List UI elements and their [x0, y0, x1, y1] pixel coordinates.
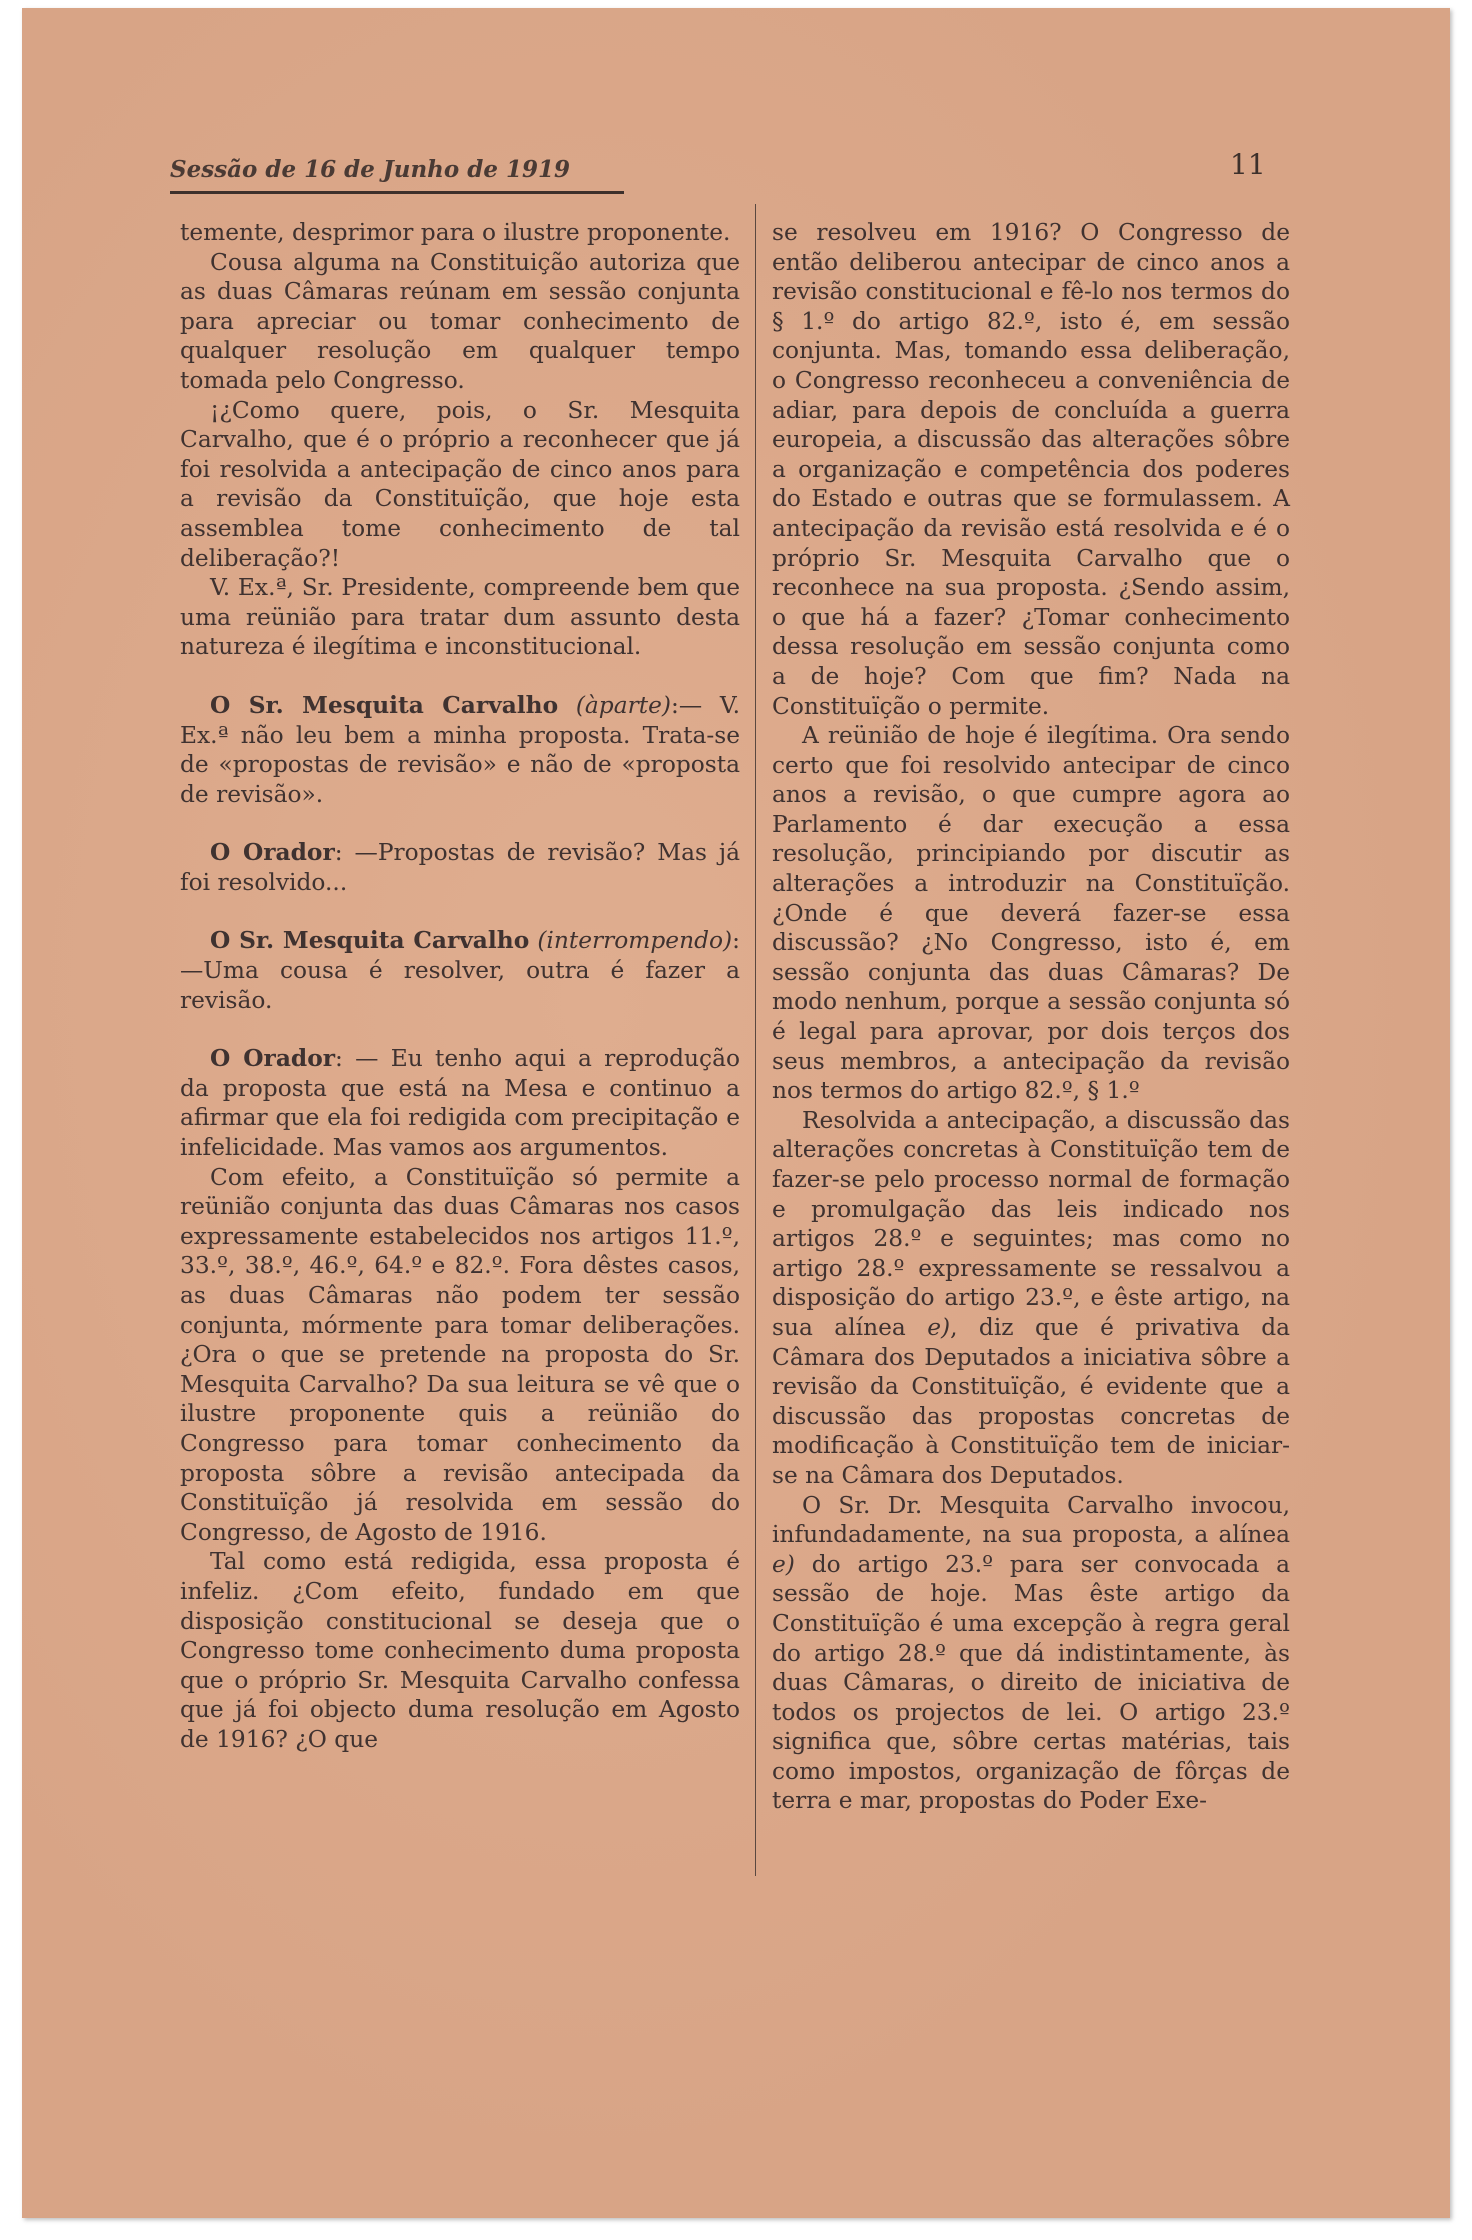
- paragraph: [772, 1106, 1290, 1491]
- running-title: Sessão de 16 de Junho de 1919: [170, 156, 570, 183]
- left-column: [180, 218, 740, 1755]
- stage-direction: (interrompendo): [537, 927, 733, 955]
- paragraph: Tal como está redigida, essa proposta é infeliz. ¿Com efeito, fundado em que disposição constitucional se deseja que o Congresso tome conhecimento duma proposta que o próprio Sr. Mesquita Carvalho confessa que já foi objecto duma resolução em Agosto de 1916? ¿O que: [180, 1548, 740, 1753]
- speaker-name: O Orador: [210, 839, 335, 867]
- speech-paragraph: [180, 691, 740, 809]
- speech-text: :—Uma cousa é resolver, outra é fazer a revisão.: [180, 927, 740, 1014]
- paragraph: ¡¿Como quere, pois, o Sr. Mesquita Carvalho, que é o próprio a reconhecer que já foi resolvida a antecipação de cinco anos para a revisão da Constituïção, que hoje esta assemblea tome conhecimento de tal deliberação?!: [180, 396, 740, 572]
- speech-paragraph: [180, 1044, 740, 1162]
- paragraph-text: Resolvida a antecipação, a discussão das alterações concretas à Constituïção tem de fazer-se pelo processo normal de formação e promulgação das leis indicado nos artigos 28.º e seguintes; mas como no artigo 28.º expressamente se ressalvou a disposição do artigo 23.º, e êste artigo, na sua alínea: [772, 1106, 1290, 1341]
- paragraph: [772, 1491, 1290, 1817]
- speech-paragraph: [180, 838, 740, 897]
- paragraph: A reünião de hoje é ilegítima. Ora sendo certo que foi resolvido antecipar de cinco anos a revisão, o que cumpre agora ao Parlamento é dar execução a essa resolução, principiando por discutir as alterações a introduzir na Constituïção. ¿Onde é que deverá fazer-se essa discussão? ¿No Congresso, isto é, em sessão conjunta das duas Câmaras? De modo nenhum, porque a sessão conjunta só é legal para aprovar, por dois terços dos seus membros, a antecipação da revisão nos termos do artigo 82.º, § 1.º: [772, 722, 1290, 1105]
- item-letter: e): [772, 1550, 795, 1578]
- speech-text: : — Eu tenho aqui a reprodução da proposta que está na Mesa e continuo a afirmar que ela foi redigida com precipitação e infelicidade. Mas vamos aos argumentos.: [180, 1045, 740, 1162]
- paragraph-text: , diz que é privativa da Câmara dos Deputados a iniciativa sôbre a revisão da Constituïção, é evidente que a discussão das propostas concretas de modificação à Constituïção tem de iniciar-se na Câmara dos Deputados.: [772, 1313, 1290, 1489]
- item-letter: e): [927, 1313, 951, 1341]
- page-number: 11: [1230, 148, 1266, 181]
- right-column: [772, 218, 1290, 1816]
- paragraph: se resolveu em 1916? O Congresso de então deliberou antecipar de cinco anos a revisão constitucional e fê-lo nos termos do § 1.º do artigo 82.º, isto é, em sessão conjunta. Mas, tomando essa deliberação, o Congresso reconheceu a conveniência de adiar, para depois de concluída a guerra europeia, a discussão das alterações sôbre a organização e competência dos poderes do Estado e outras que se formulassem. A antecipação da revisão está resolvida e é o próprio Sr. Mesquita Carvalho que o reconhece na sua proposta. ¿Sendo assim, o que há a fazer? ¿Tomar conhecimento dessa resolução em sessão conjunta como a de hoje? Com que fim? Nada na Constituïção o permite.: [772, 219, 1290, 720]
- paragraph: V. Ex.ª, Sr. Presidente, compreende bem que uma reünião para tratar dum assunto desta natureza é ilegítima e inconstitucional.: [180, 574, 740, 661]
- speech-text: : —Propostas de revisão? Mas já foi resolvido...: [180, 839, 741, 896]
- header-rule: [170, 191, 624, 194]
- paragraph: Com efeito, a Constituïção só permite a reünião conjunta das duas Câmaras nos casos expressamente estabelecidos nos artigos 11.º, 33.º, 38.º, 46.º, 64.º e 82.º. Fora dêstes casos, as duas Câmaras não podem ter sessão conjunta, mórmente para tomar deliberações. ¿Ora o que se pretende na proposta do Sr. Mesquita Carvalho? Da sua leitura se vê que o ilustre proponente quis a reünião do Congresso para tomar conhecimento da proposta sôbre a revisão antecipada da Constituïção já resolvida em sessão do Congresso, de Agosto de 1916.: [180, 1163, 740, 1546]
- speaker-name: O Sr. Mesquita Carvalho: [210, 691, 559, 719]
- paragraph: Cousa alguma na Constituição autoriza que as duas Câmaras reúnam em sessão conjunta para apreciar ou tomar conhecimento de qualquer resolução em qualquer tempo tomada pelo Congresso.: [180, 248, 740, 394]
- speaker-name: O Sr. Mesquita Carvalho: [210, 927, 530, 955]
- stage-direction: (àparte): [575, 691, 671, 719]
- paragraph: temente, desprimor para o ilustre proponente.: [180, 219, 731, 246]
- document-page: [22, 8, 1450, 2218]
- speaker-name: O Orador: [210, 1045, 336, 1073]
- column-divider: [755, 204, 756, 1876]
- speech-text: :— V. Ex.ª não leu bem a minha proposta. Trata-se de «propostas de revisão» e não de «proposta de revisão».: [180, 691, 740, 808]
- paragraph-text: O Sr. Dr. Mesquita Carvalho invocou, infundadamente, na sua proposta, a alínea: [772, 1491, 1290, 1549]
- paragraph-text: do artigo 23.º para ser convocada a sessão de hoje. Mas êste artigo da Constituïção é uma excepção à regra geral do artigo 28.º que dá indistintamente, às duas Câmaras, o direito de iniciativa de todos os projectos de lei. O artigo 23.º significa que, sôbre certas matérias, tais como impostos, organização de fôrças de terra e mar, propostas do Poder Exe-: [772, 1550, 1290, 1815]
- speech-paragraph: [180, 926, 740, 1015]
